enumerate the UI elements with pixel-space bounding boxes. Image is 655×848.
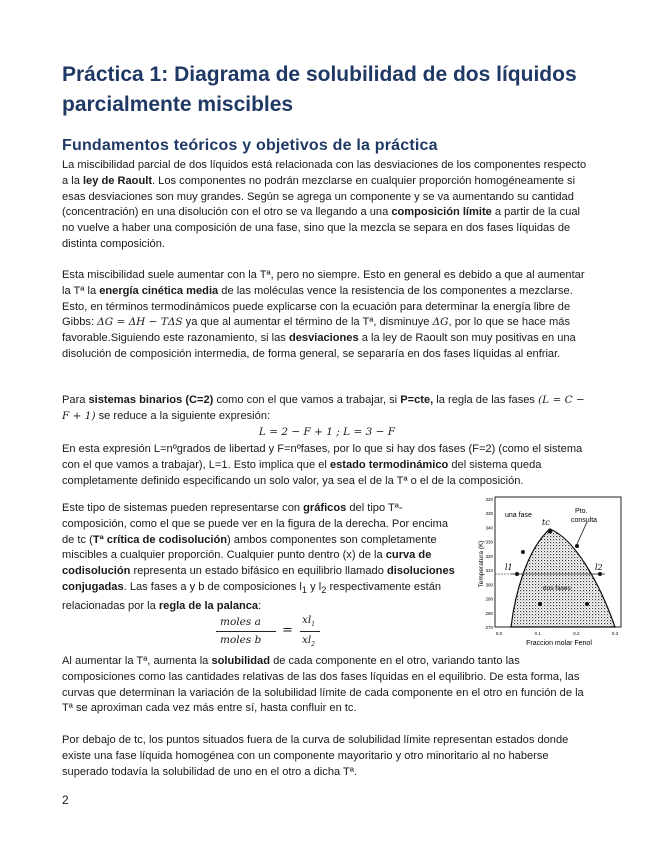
page-number: 2: [62, 793, 69, 807]
paragraph-solubility: [62, 654, 592, 717]
data-point: [515, 572, 519, 576]
centered-equation: L = 2 − F + 1 ; L = 3 − F: [258, 426, 396, 438]
text-run: de las moléculas vence la resistencia de los componentes a mezclarse. Esto, en términos termodinámicos puede explicarse con la ecuación para determinar la energía libre de Gibbs:: [62, 284, 573, 329]
text-run: ) ambos componentes son completamente miscibles a cualquier proporción. Cualquier punto dentro (x) de la: [62, 533, 437, 562]
subscript: 1: [301, 585, 308, 596]
text-run: En esta expresión L=nºgrados de libertad y F=nºfases, por lo que si hay dos fases (F=2) (como el sistema con el que vamos a trabajar), L=1. Esto implica que el: [62, 443, 583, 471]
x-axis-label: Fraccion molar Fenol: [526, 640, 592, 647]
paragraph-below-tc: Por debajo de tc, los puntos situados fuera de la curva de solubilidad límite representan estados donde existe una fase líquida homogénea con un componente mayoritario y otro minoritario al no haberse superado todavía la solubilidad de uno en el otro a dicha Tª.: [62, 734, 569, 778]
fraction-bar: [216, 631, 276, 632]
section-heading: Fundamentos teóricos y objetivos de la práctica: [62, 137, 438, 154]
y-tick-label: 330: [485, 539, 493, 545]
y-tick-label: 320: [485, 553, 493, 559]
bold-term: estado termodinámico: [329, 458, 449, 471]
text-run: . Los componentes no podrán mezclarse en cualquier proporción homogéneamente si esas desviaciones son muy grandes. Según se agrega un componente y se va aumentando su cantidad (concentración) en una disolución con el otro se va llegando a una: [62, 174, 576, 219]
data-point: [585, 602, 589, 606]
fraction-denominator: moles b: [220, 634, 262, 646]
x-tick-label: 0.0: [495, 631, 503, 636]
y-tick-label: 300: [485, 582, 493, 588]
text-run: del tipo Tª-composición, como el que se puede ver en la figura de la derecha. Por encima de tc (: [62, 502, 449, 546]
coexistence-region: [511, 529, 615, 627]
paragraph-phase-rule: [62, 393, 592, 425]
text-run: como con el que vamos a trabajar, si: [213, 394, 401, 406]
y-tick-label: 320: [485, 497, 493, 502]
paragraph-miscibility: [62, 158, 592, 253]
bold-term: desviaciones: [288, 332, 359, 345]
critical-point: [548, 529, 553, 534]
label-l2: l2: [595, 563, 603, 572]
data-point: [538, 602, 542, 606]
x-tick-label: 0.1: [534, 631, 541, 636]
label-l1: l1: [505, 563, 513, 572]
text-run: a la ley de Raoult son muy positivas en una disolución de composición intermedia, de forma general, se separaría en dos fases líquidas al enfriar.: [62, 332, 576, 360]
x-tick-label: 0.2: [573, 631, 580, 636]
delta-g: ΔG: [432, 316, 449, 329]
label-tc: tc: [542, 518, 550, 527]
bold-term: regla de la palanca: [158, 600, 259, 612]
y-axis-label: Temperatura (K): [478, 540, 485, 588]
y-tick-label: 280: [485, 610, 493, 616]
bold-term: solubilidad: [211, 655, 270, 667]
y-tick-label: 270: [485, 625, 493, 630]
gibbs-equation: ΔG = ΔH − TΔS: [97, 316, 183, 329]
data-point: [521, 550, 525, 554]
y-tick-label: 290: [485, 596, 493, 602]
text-run: del sistema queda completamente definido especificando un solo valor, ya sea el de la Tª o el de la composición.: [62, 458, 542, 487]
bold-term: disoluciones conjugadas: [62, 565, 455, 593]
x-axis-ticks: [496, 631, 619, 636]
text-run: . Las fases a y b de composiciones l: [123, 580, 302, 593]
text-run: :: [258, 600, 262, 612]
fraction-bar: [300, 631, 320, 632]
text-run: Al aumentar la Tª, aumenta la: [62, 655, 212, 667]
data-point: [598, 572, 602, 576]
equals-sign: =: [282, 623, 293, 638]
fraction-numerator: moles a: [220, 616, 261, 628]
text-run: a partir de la cual no vuelve a haber una composición de una fase, sino que la mezcla se separa en dos fases líquidas de distinta composición.: [62, 206, 581, 250]
fraction-denominator: [302, 634, 315, 648]
text-run: se reduce a la siguiente expresión:: [95, 409, 271, 422]
subscript: 1: [311, 621, 316, 629]
x-tick-label: 0.3: [611, 631, 619, 636]
text-run: Esta miscibilidad suele aumentar con la Tª, pero no siempre. Esto en general es debido a que al aumentar la Tª la: [62, 269, 585, 297]
text-run: Para: [62, 394, 89, 406]
bold-term: composición límite: [391, 206, 492, 219]
y-axis-ticks: [485, 497, 493, 630]
bold-term: gráficos: [303, 502, 347, 514]
bold-term: energía cinética media: [99, 284, 219, 297]
text-run: , por lo que se hace más favorable.Siguiendo este razonamiento, si las: [62, 316, 571, 345]
bold-term: ley de Raoult: [82, 174, 153, 187]
xl-label: xl: [302, 634, 312, 646]
pointer-line: [577, 522, 587, 544]
subscript: 2: [321, 585, 327, 596]
text-run: respectivamente están relacionadas por la: [62, 580, 442, 612]
text-run: La miscibilidad parcial de dos líquidos está relacionada con las desviaciones de los componentes respecto a la: [62, 159, 587, 187]
data-point: [575, 544, 579, 548]
y-tick-label: 340: [485, 525, 493, 531]
paragraph-graphs: [62, 501, 457, 615]
xl-label: xl: [302, 614, 312, 626]
fraction-numerator: [302, 614, 315, 628]
y-tick-label: 330: [485, 511, 493, 517]
lever-rule-equation: [210, 612, 330, 652]
bold-term: sistemas binarios (C=2): [88, 394, 214, 406]
text-run: ya que al aumentar el término de la Tª, disminuye: [182, 316, 433, 329]
page-title: Práctica 1: Diagrama de solubilidad de dos líquidos parcialmente miscibles: [62, 63, 577, 116]
text-run: representa un estado bifásico en equilibrio llamado: [130, 565, 387, 578]
text-run: la regla de las fases: [433, 394, 539, 406]
bold-term: Tª crítica de codisolución: [92, 533, 228, 546]
label-pto: Pto.: [575, 508, 588, 515]
label-una-fase: una fase: [505, 512, 532, 519]
solubility-diagram-figure: [475, 494, 625, 649]
paragraph-degrees-freedom: [62, 442, 592, 489]
bold-term: curva de codisolución: [62, 549, 432, 578]
label-consulta: consulta: [571, 517, 598, 524]
paragraph-temperature: [62, 268, 592, 363]
subscript: 2: [311, 641, 316, 649]
text-run: y l: [307, 580, 322, 593]
label-dos-fases: dos fases: [543, 585, 571, 592]
text-run: de cada componente en el otro, variando tanto las composiciones como las cantidades relativas de las dos fases líquidas en el equilibrio. De esta forma, las curvas que determinan la variación de la solubilidad límite de cada componente en el otro en función de la Tª se aproximan cada vez más entre sí, hasta confluir en tc.: [62, 655, 584, 715]
bold-term: P=cte,: [400, 394, 434, 406]
text-run: Este tipo de sistemas pueden representarse con: [62, 502, 304, 514]
y-tick-label: 310: [485, 568, 493, 574]
phase-rule-equation: (L = C − F + 1): [62, 394, 585, 422]
